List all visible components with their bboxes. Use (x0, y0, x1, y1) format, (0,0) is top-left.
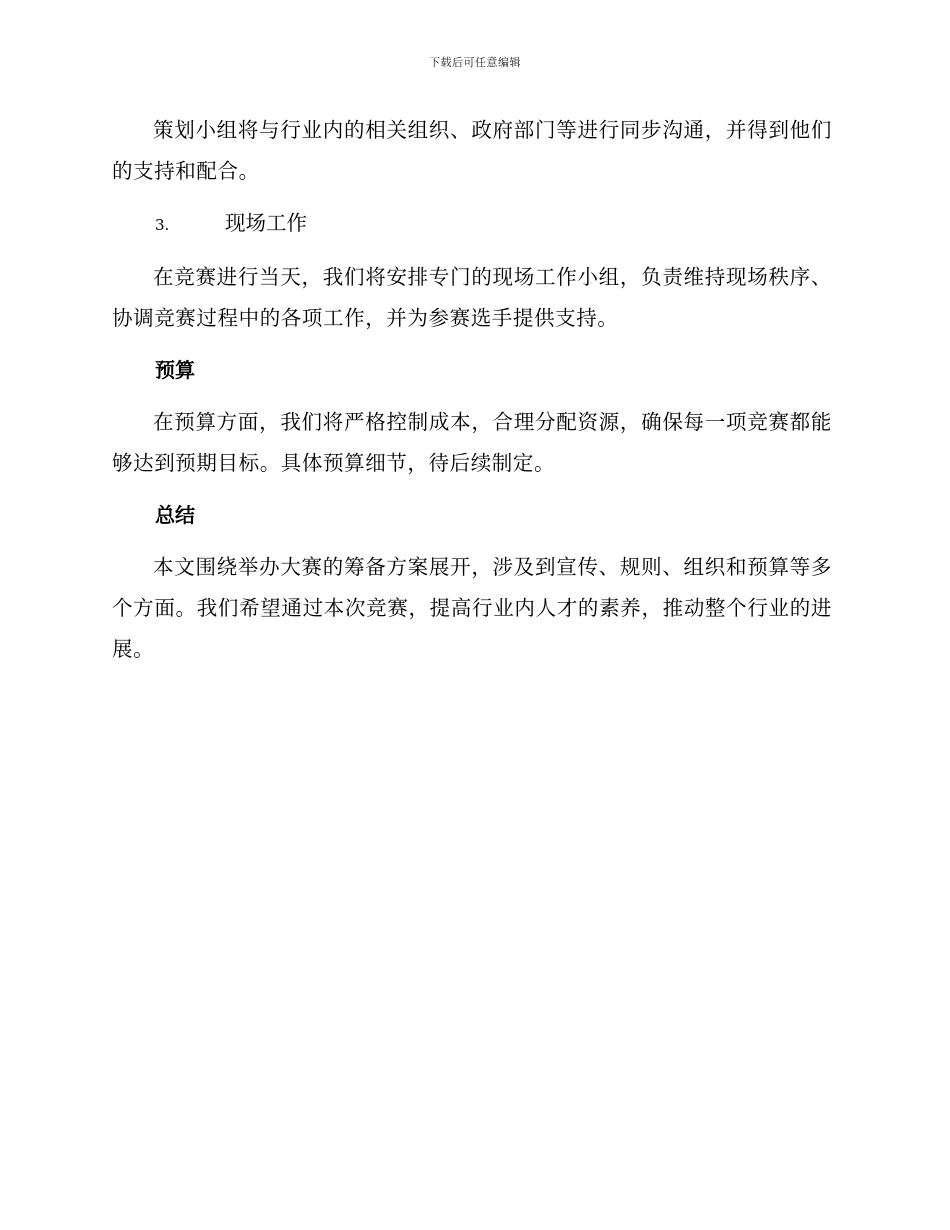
heading-summary: 总结 (155, 503, 195, 527)
page-header: 下载后可任意编辑 (429, 56, 521, 69)
heading-budget: 预算 (155, 358, 195, 382)
paragraph-summary: 本文围绕举办大赛的筹备方案展开，涉及到宣传、规则、组织和预算等多个方面。我们希望通过本次竞赛，提高行业内人才的素养，推动整个行业的进展。 (112, 555, 832, 661)
list-item-onsite-work (112, 203, 832, 246)
paragraph-onsite: 在竞赛进行当天，我们将安排专门的现场工作小组，负责维持现场秩序、协调竞赛过程中的各项工作，并为参赛选手提供支持。 (112, 265, 832, 330)
paragraph-budget: 在预算方面，我们将严格控制成本，合理分配资源，确保每一项竞赛都能够达到预期目标。具体预算细节，待后续制定。 (112, 410, 832, 475)
document-body (112, 110, 832, 681)
list-item-number: 3. (155, 216, 170, 234)
paragraph-communication: 策划小组将与行业内的相关组织、政府部门等进行同步沟通，并得到他们的支持和配合。 (112, 118, 832, 183)
list-item-label: 现场工作 (225, 211, 307, 235)
